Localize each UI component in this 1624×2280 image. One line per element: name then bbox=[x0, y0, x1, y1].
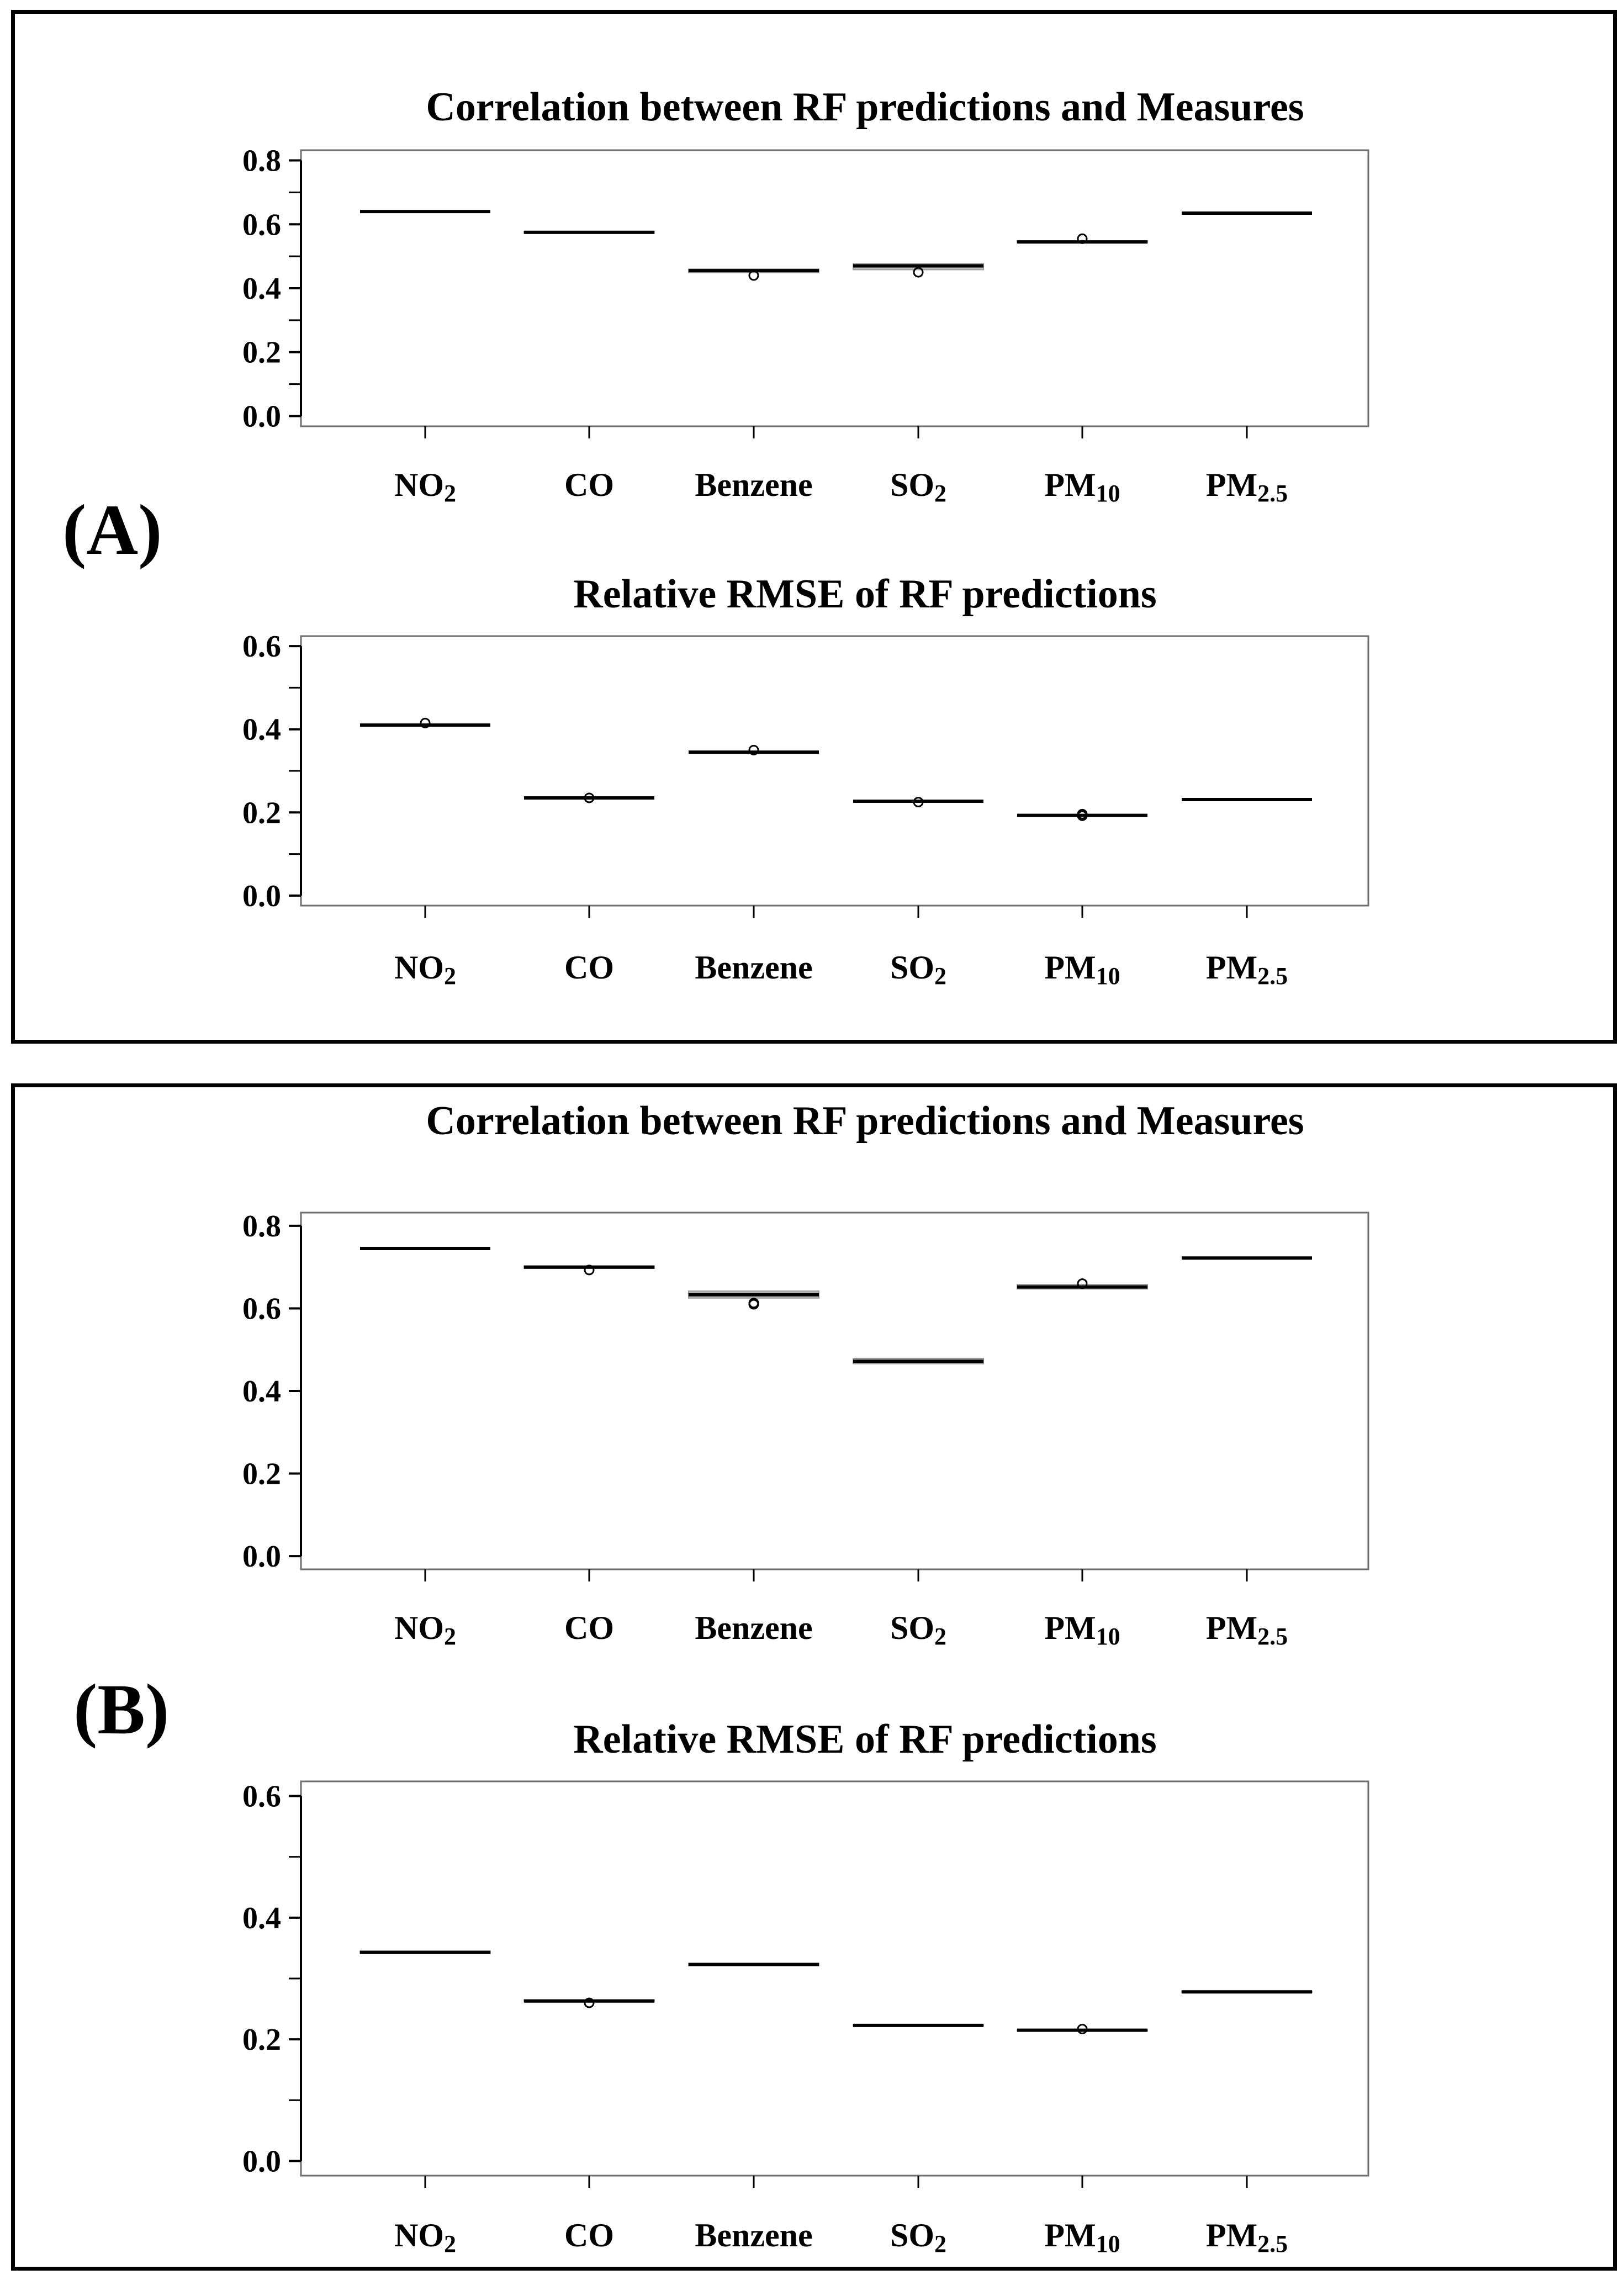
y-tick-label: 0.2 bbox=[242, 335, 281, 370]
x-tick-label-pm10: PM10 bbox=[1044, 2217, 1120, 2257]
y-tick-label: 0.4 bbox=[242, 1901, 281, 1935]
x-tick-label-no2: NO2 bbox=[394, 2217, 456, 2257]
chart-4 bbox=[242, 1717, 1368, 2257]
chart-title: Relative RMSE of RF predictions bbox=[573, 1717, 1157, 1762]
x-tick-label-co: CO bbox=[564, 1610, 614, 1646]
y-tick-label: 0.8 bbox=[242, 1209, 281, 1244]
y-tick-label: 0.2 bbox=[242, 1457, 281, 1491]
panel-label-b: (B) bbox=[73, 1670, 170, 1749]
x-tick-label-pm25: PM2.5 bbox=[1205, 949, 1288, 990]
chart-title: Relative RMSE of RF predictions bbox=[573, 572, 1157, 617]
panel-label-a: (A) bbox=[62, 490, 162, 570]
y-tick-label: 0.8 bbox=[242, 144, 281, 178]
x-tick-label-so2: SO2 bbox=[890, 1610, 947, 1650]
y-tick-label: 0.4 bbox=[242, 712, 281, 747]
x-tick-label-pm25: PM2.5 bbox=[1205, 1610, 1288, 1650]
chart-1 bbox=[242, 84, 1368, 507]
x-tick-label-no2: NO2 bbox=[394, 1610, 456, 1650]
x-tick-label-benzene: Benzene bbox=[695, 467, 813, 503]
x-tick-label-pm25: PM2.5 bbox=[1205, 467, 1288, 507]
y-tick-label: 0.6 bbox=[242, 1292, 281, 1326]
y-tick-label: 0.0 bbox=[242, 879, 281, 913]
x-tick-label-pm25: PM2.5 bbox=[1205, 2217, 1288, 2257]
x-tick-label-co: CO bbox=[564, 467, 614, 503]
y-tick-label: 0.4 bbox=[242, 272, 281, 306]
y-tick-label: 0.0 bbox=[242, 2144, 281, 2179]
x-tick-label-benzene: Benzene bbox=[695, 2217, 813, 2253]
x-tick-label-no2: NO2 bbox=[394, 949, 456, 990]
x-tick-label-no2: NO2 bbox=[394, 467, 456, 507]
plot-frame bbox=[301, 636, 1368, 906]
x-tick-label-pm10: PM10 bbox=[1044, 467, 1120, 507]
y-tick-label: 0.0 bbox=[242, 1540, 281, 1574]
y-tick-label: 0.2 bbox=[242, 796, 281, 830]
x-tick-label-benzene: Benzene bbox=[695, 949, 813, 986]
y-tick-label: 0.6 bbox=[242, 1779, 281, 1814]
y-tick-label: 0.4 bbox=[242, 1374, 281, 1409]
x-tick-label-pm10: PM10 bbox=[1044, 949, 1120, 990]
plot-frame bbox=[301, 150, 1368, 426]
y-tick-label: 0.2 bbox=[242, 2023, 281, 2057]
x-tick-label-so2: SO2 bbox=[890, 467, 947, 507]
plot-frame bbox=[301, 1781, 1368, 2176]
x-tick-label-co: CO bbox=[564, 949, 614, 986]
y-tick-label: 0.6 bbox=[242, 629, 281, 664]
y-tick-label: 0.0 bbox=[242, 399, 281, 434]
x-tick-label-co: CO bbox=[564, 2217, 614, 2253]
x-tick-label-pm10: PM10 bbox=[1044, 1610, 1120, 1650]
chart-title: Correlation between RF predictions and Measures bbox=[426, 84, 1304, 130]
chart-2 bbox=[242, 572, 1368, 990]
x-tick-label-so2: SO2 bbox=[890, 2217, 947, 2257]
x-tick-label-so2: SO2 bbox=[890, 949, 947, 990]
chart-title: Correlation between RF predictions and Measures bbox=[426, 1098, 1304, 1144]
x-tick-label-benzene: Benzene bbox=[695, 1610, 813, 1646]
plot-frame bbox=[301, 1213, 1368, 1569]
chart-3 bbox=[242, 1098, 1368, 1650]
y-tick-label: 0.6 bbox=[242, 208, 281, 242]
